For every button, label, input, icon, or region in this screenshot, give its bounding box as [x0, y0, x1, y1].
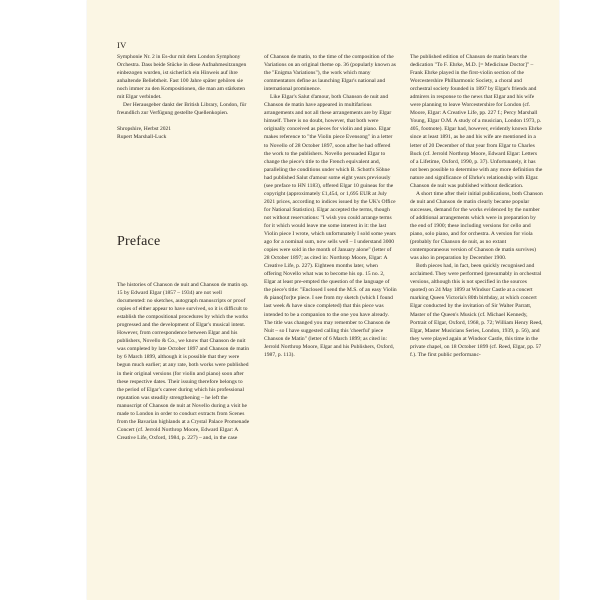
preface-paragraph: A short time after their initial publications, both Chanson de nuit and Chanson de matin clearly became popular successes, demand for the works evidenced by the number of additional arrangements which were in preparation by the end of 1900; these including versions for cello and piano, solo piano, and for orchestra. A version for viola (probably for Chanson de nuit, as no extant contemporaneous version of Chanson de matin survives) was also in preparation by December 1900.: [410, 190, 543, 262]
german-preface-ending: [117, 53, 250, 141]
preface-column-3: [410, 53, 543, 359]
place-date: Shropshire, Herbst 2021: [117, 126, 172, 133]
preface-paragraph: The published edition of Chanson de matin bears the dedication "To F. Ehrke, M.D. [= Medicinae Doctor]" – Frank Ehrke played in the first-violin section of the Worcestershire Philharmonic Society, a choral and orchestral society founded in 1897 by Elgar's friends and admirers in response to the news that Elgar and his wife were planning to leave Worcestershire for London (cf. Moore, Elgar: A Creative Life, pp. 227 f.; Percy Marshall Young, Elgar O.M. A study of a musician, London 1973, p. 405, footnote). Elgar had, however, evidently known Ehrke since at least 1891, as he and his wife are mentioned in a letter of 20 December of that year from Elgar to Charles Buck (cf. Jerrold Northrop Moore, Edward Elgar: Letters of a Lifetime, Oxford, 1990, p. 37). Unfortunately, it has not been possible to determine with any more definition the nature and significance of Ehrke's relationship with Elgar. Chanson de nuit was published without dedication.: [410, 54, 543, 189]
preface-paragraph: Both pieces had, in fact, been quickly recognised and acclaimed. They were performed (presumably in orchestral versions, although this is not specified in the sources quoted) on 24 May 1899 at Windsor Castle at a concert marking Queen Victoria's 80th birthday, at which concert Elgar conducted by the invitation of Sir Walter Parratt, Master of the Queen's Musick (cf. Michael Kennedy, Portrait of Elgar, Oxford, 1968, p. 72; William Henry Reed, Elgar, Master Musicians Series, London, 1939, p. 56), and they were played again at Windsor Castle, this time in the private chapel, on 18 October 1899 (cf. Reed, Elgar, pp. 57 f.). The first public performanc-: [410, 263, 543, 358]
page-number: IV: [117, 40, 127, 50]
preface-column-1: [117, 281, 250, 442]
preface-paragraph: Like Elgar's Salut d'amour, both Chanson de nuit and Chanson de matin have appeared in multifarious arrangements and not all these arrangements are by Elgar himself. There is no doubt, however, that both were originally conceived as pieces for violin and piano. Elgar makes reference to "the Violin piece Evensong" in a letter to Novello of 28 October 1897, soon after he had offered the work to the publishers. Novello persuaded Elgar to change the piece's title to the French equivalent and, paralleling the conditions under which B. Schott's Söhne had published Salut d'amour some eight years previously (see preface to HN 1183), offered Elgar 10 guineas for the copyright (approximately £1,454, or 1,695 EUR at July 2021 prices, according to indices issued by the UK's Office for National Statistics). Elgar accepted the terms, though not without reservations: "I wish you could arrange terms for it which would leave me some interest in it: the last Violin piece I wrote, which unfortunately I sold some years ago for a nominal sum, now sells well – I understand 3000 copies were sold in the month of January alone" (letter of 28 October 1897; as cited in: Northrop Moore, Elgar: A Creative Life, p. 227). Eighteen months later, when offering Novello what was to become his op. 15 no. 2, Elgar at least pre-empted the question of the language of the piece's title: "Enclosed I send the M.S. of an easy Violin & piano[for]te piece. I see from my sketch (which I found last week & have since completed) that this piece was intended to be a companion to the one you have already. The title was changed you may remember to Chanson de Nuit – so I have suggested calling this 'cheerful' piece Chanson de Matin" (letter of 6 March 1899; as cited in: Jerrold Northrop Moore, Elgar and his Publishers, Oxford, 1987, p. 113).: [264, 94, 397, 358]
preface-paragraph: of Chanson de matin, to the time of the composition of the Variations on an original theme op. 36 (popularly known as the "Enigma Variations"), the work which many commentators define as launching Elgar's national and international prominence.: [264, 54, 396, 93]
preface-column-2: [264, 53, 397, 359]
document-page: [87, 0, 559, 600]
preface-paragraph: The histories of Chanson de nuit and Chanson de matin op. 15 by Edward Elgar (1857 – 1934) are not well documented: no sketches, autograph manuscripts or proof copies of either appear to have survived, so it is difficult to establish the compositional procedures by which the works progressed and the development of Elgar's musical intent. However, from correspondence between Elgar and his publishers, Novello & Co., we know that Chanson de nuit was completed by late October 1897 and Chanson de matin by 6 March 1899, although it is possible that they were begun much earlier; at any rate, both works were published in their original versions (for violin and piano) soon after these respective dates. Their issuing therefore belongs to the period of Elgar's career during which his professional reputation was steadily strengthening – he left the manuscript of Chanson de nuit at Novello during a visit he made to London in order to conduct extracts from Scenes from the Bavarian highlands at a Crystal Palace Promenade Concert (cf. Jerrold Northrop Moore, Edward Elgar: A Creative Life, Oxford, 1984, p. 227) – and, in the case: [117, 282, 250, 441]
author-name: Rupert Marshall-Luck: [117, 134, 167, 141]
german-paragraph: Der Herausgeber dankt der British Library, London, für freundlich zur Verfügung gestellte Quellenkopien.: [117, 102, 247, 117]
preface-heading: Preface: [117, 234, 161, 249]
german-paragraph: Symphonie Nr. 2 in Es-dur mit dem London Symphony Orchestra. Dass beide Stücke in diese Aufnahmesitzungen einbezogen wurden, ist sicherlich ein Hinweis auf ihre anhaltende Beliebtheit. Fast 100 Jahre später gehören sie noch immer zu den Kompositionen, die man am stärksten mit Elgar verbindet.: [117, 54, 247, 101]
